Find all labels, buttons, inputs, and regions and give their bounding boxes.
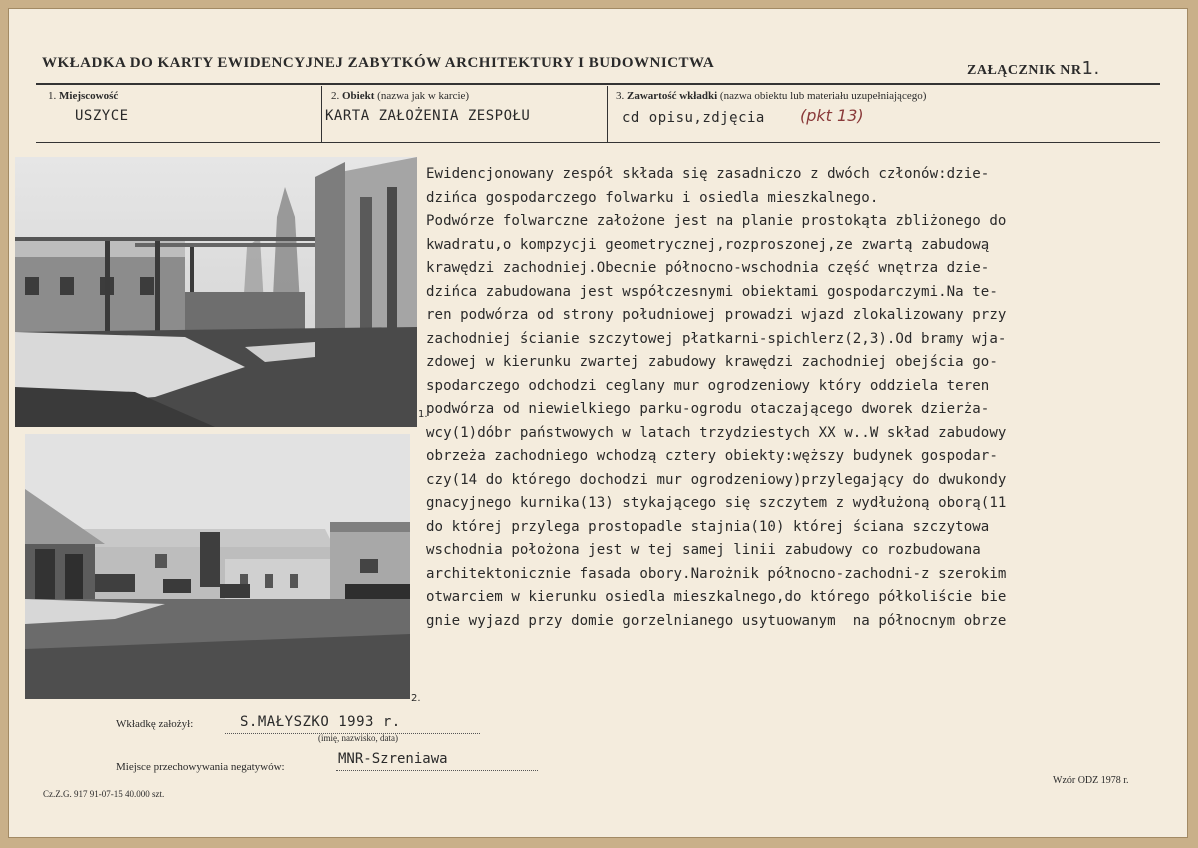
- description-line: gnie wyjazd przy domie gorzelnianego usytuowanym na północnym obrze: [426, 612, 1007, 629]
- form-code: Wzór ODZ 1978 r.: [1053, 775, 1129, 786]
- field-2-number: 2.: [331, 90, 340, 102]
- field-divider-2: [607, 86, 608, 142]
- description-line: krawędzi zachodniej.Obecnie północno-wschodnia część wnętrza dzie-: [426, 260, 990, 276]
- field-1-label: [48, 90, 118, 102]
- description-text: [426, 163, 1126, 633]
- description-line: do której przylega prostopadle stajnia(10) której ściana szczytowa: [426, 518, 990, 535]
- photo-1-number: 1.: [418, 409, 428, 420]
- description-line: dzińca zabudowana jest współczesnymi obiektami gospodarczymi.Na te-: [426, 283, 998, 300]
- photo-2-image: [25, 434, 410, 699]
- field-1-label-text: Miejscowość: [59, 90, 119, 102]
- field-2-label-text: Obiekt: [342, 90, 375, 102]
- description-line: gnacyjnego kurnika(13) stykającego się szczytem z wydłużoną oborą(11: [426, 495, 1007, 511]
- photo-2: [25, 434, 410, 699]
- field-3-number: 3.: [616, 90, 625, 102]
- description-line: zachodniej ścianie szczytowej płatkarni-spichlerz(2,3).Od bramy wja-: [426, 330, 1007, 347]
- description-line: wcy(1)dóbr państwowych w latach trzydziestych XX w..W skład zabudowy: [426, 424, 1007, 441]
- attachment-number: [967, 58, 1100, 79]
- attachment-number-value: 1.: [1081, 58, 1100, 79]
- description-line: dzińca gospodarczego folwarku i osiedla mieszkalnego.: [426, 189, 879, 206]
- photo-2-number: 2.: [411, 693, 421, 704]
- description-line: czy(14 do którego dochodzi mur ogrodzeniowy)przylegający do dwukondy: [426, 471, 1007, 488]
- header-rule: [36, 83, 1160, 85]
- field-3-handwritten-note: (pkt 13): [800, 106, 864, 125]
- author-value: S.MAŁYSZKO 1993 r.: [240, 714, 401, 730]
- description-line: otwarciem w kierunku osiedla mieszkalnego,do którego półkoliście bie: [426, 589, 1007, 605]
- photo-1: [15, 157, 417, 427]
- description-line: kwadratu,o kompzycji geometrycznej,rozproszonej,ze zwartą zabudową: [426, 236, 990, 253]
- description-line: Podwórze folwarczne założone jest na planie prostokąta zbliżonego do: [426, 213, 1007, 229]
- description-line: obrzeża zachodniego wchodzą cztery obiekty:węższy budynek gospodar-: [426, 448, 998, 464]
- field-3-value: cd opisu,zdjęcia: [622, 110, 765, 126]
- print-code: Cz.Z.G. 917 91-07-15 40.000 szt.: [43, 789, 165, 799]
- field-rule-bottom: [36, 142, 1160, 143]
- field-2-label-note: (nazwa jak w karcie): [377, 90, 470, 102]
- description-line: wschodnia położona jest w tej samej linii zabudowy co rozbudowana: [426, 542, 981, 558]
- author-label: Wkładkę założył:: [116, 718, 194, 730]
- field-3-label-note: (nazwa obiektu lub materiału uzupełniającego): [719, 90, 927, 102]
- description-line: spodarczego odchodzi ceglany mur ogrodzeniowy który oddziela teren: [426, 377, 990, 394]
- field-3-label: [616, 90, 926, 102]
- author-note: (imię, nazwisko, data): [318, 733, 398, 743]
- storage-value: MNR-Szreniawa: [338, 751, 448, 767]
- field-2-value: KARTA ZAŁOŻENIA ZESPOŁU: [325, 108, 531, 124]
- storage-underline: [336, 770, 538, 771]
- description-line: Ewidencjonowany zespół składa się zasadniczo z dwóch członów:dzie-: [426, 166, 990, 182]
- document-title: WKŁADKA DO KARTY EWIDENCYJNEJ ZABYTKÓW ARCHITEKTURY I BUDOWNICTWA: [42, 55, 715, 71]
- description-line: ren podwórza od strony południowej prowadzi wjazd zlokalizowany przy: [426, 307, 1007, 323]
- storage-label: Miejsce przechowywania negatywów:: [116, 761, 285, 773]
- field-2-label: [331, 90, 469, 102]
- photo-1-image: [15, 157, 417, 427]
- attachment-label: ZAŁĄCZNIK NR: [967, 63, 1082, 78]
- description-line: zdowej w kierunku zwartej zabudowy krawędzi zachodniej obejścia go-: [426, 354, 998, 370]
- description-line: architektonicznie fasada obory.Narożnik północno-zachodni-z szerokim: [426, 565, 1007, 582]
- field-3-label-text: Zawartość wkładki: [627, 90, 718, 102]
- field-1-number: 1.: [48, 90, 57, 102]
- field-1-value: USZYCE: [75, 108, 129, 124]
- field-divider-1: [321, 86, 322, 142]
- description-line: podwórza od niewielkiego parku-ogrodu otaczającego dworek dzierża-: [426, 401, 990, 417]
